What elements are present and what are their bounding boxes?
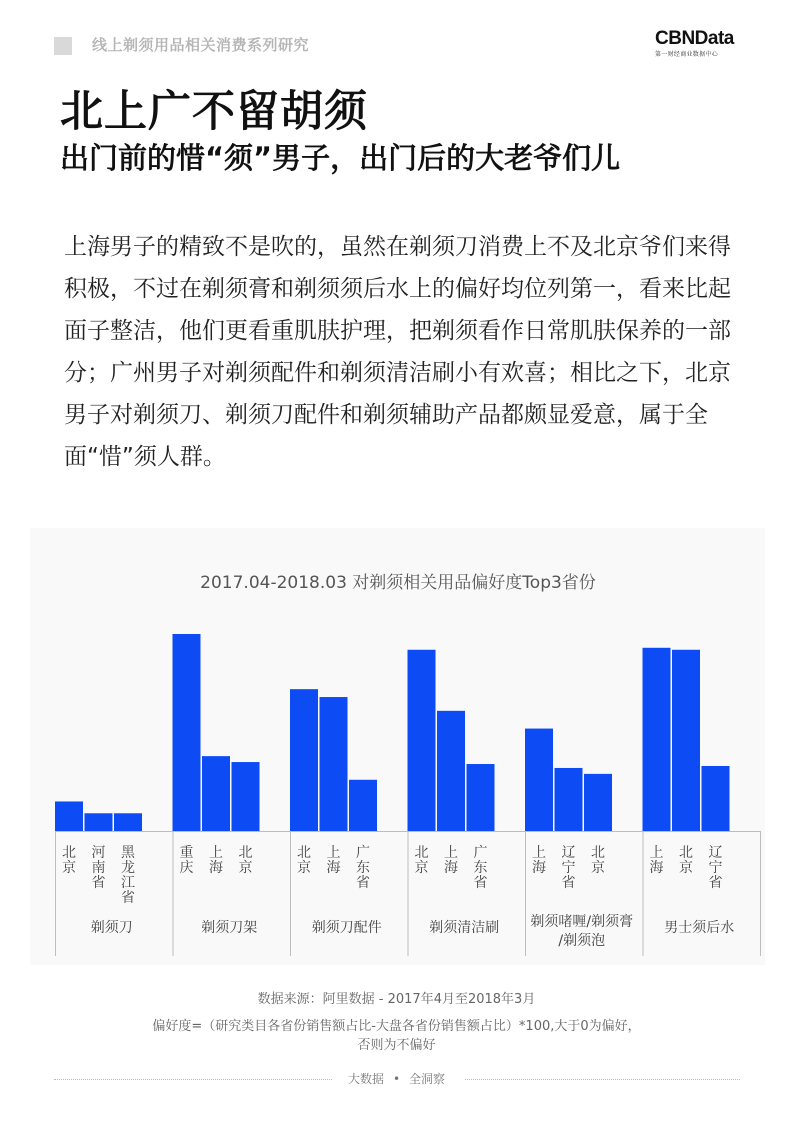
preference-formula-note-continued: 否则为不偏好 [357, 1038, 436, 1053]
category-label: /剃须泡 [558, 933, 606, 949]
bar [702, 766, 730, 831]
bar-province-label: 上 [649, 845, 664, 861]
bar-province-label: 省 [561, 875, 576, 891]
bar-province-label: 北 [591, 845, 605, 861]
bar-province-label: 北 [62, 845, 76, 861]
bar-province-label: 东 [356, 860, 370, 876]
bar [320, 697, 348, 831]
bar-province-label: 京 [414, 860, 429, 876]
data-source: 数据来源：阿里数据 - 2017年4月至2018年3月 [257, 992, 536, 1007]
footer-left-text: 大数据 [347, 1072, 384, 1086]
bar [408, 650, 436, 831]
bar-province-label: 上 [444, 845, 458, 861]
bar-province-label: 省 [708, 875, 723, 891]
footer-slogan [0, 1070, 793, 1087]
bar [437, 711, 465, 831]
bar-province-label: 京 [679, 860, 693, 876]
bar [555, 768, 583, 831]
bar-province-label: 京 [297, 860, 311, 876]
bar-province-label: 重 [179, 845, 194, 861]
bar-province-label: 上 [209, 845, 223, 861]
bar-province-label: 海 [209, 860, 223, 876]
bar-province-label: 省 [91, 875, 106, 891]
bar [85, 813, 113, 831]
category-label: 剃须刀配件 [311, 920, 382, 936]
category-label: 剃须刀 [90, 920, 133, 936]
bar [290, 689, 318, 831]
bar [173, 634, 201, 831]
bar-province-label: 海 [444, 860, 458, 876]
bar-province-label: 东 [473, 860, 488, 876]
bar-province-label: 上 [532, 845, 546, 861]
bar-province-label: 黑 [121, 845, 135, 861]
bar [467, 764, 495, 831]
bar-province-label: 海 [649, 860, 664, 876]
bar-province-label: 南 [91, 860, 106, 876]
category-label: 剃须刀架 [201, 920, 258, 936]
bar-province-label: 京 [62, 860, 76, 876]
page-title: 北上广不留胡须 [60, 87, 368, 137]
bar-province-label: 北 [414, 845, 429, 861]
bar [525, 729, 553, 831]
page-subtitle: 出门前的惜“须”男子，出门后的大老爷们儿 [60, 141, 621, 175]
bar-province-label: 北 [679, 845, 693, 861]
header-marker [54, 37, 72, 55]
category-label: 男士须后水 [664, 920, 735, 936]
footer-right-text: 全洞察 [409, 1072, 446, 1086]
cbndata-logo-subtitle: 第一财经商业数据中心 [655, 51, 719, 58]
bar [232, 762, 260, 831]
preference-formula-note: 偏好度=（研究类目各省份销售额占比-大盘各省份销售额占比）*100,大于0为偏好， [152, 1019, 641, 1034]
category-label: 剃须啫喱/剃须膏 [530, 914, 634, 930]
bar [672, 650, 700, 831]
bar [202, 756, 230, 831]
preference-bar-chart [30, 528, 765, 965]
bar [584, 774, 612, 831]
bar-province-label: 京 [238, 860, 253, 876]
bar [114, 813, 142, 831]
bar-province-label: 河 [91, 845, 106, 861]
category-label: 剃须清洁刷 [429, 920, 500, 936]
bar-province-label: 辽 [561, 845, 576, 861]
intro-paragraph: 上海男子的精致不是吹的，虽然在剃须刀消费上不及北京爷们来得积极，不过在剃须膏和剃须须后水上的偏好均位列第一，看来比起面子整洁，他们更看重肌肤护理，把剃须看作日常肌肤保养的一部分；广州男子对剃须配件和剃须清洁刷小有欢喜；相比之下，北京男子对剃须刀、剃须刀配件和剃须辅助产品都颇显爱意，属于全面“惜”须人群。 [64, 234, 731, 470]
bar-province-label: 宁 [561, 860, 576, 876]
report-series-title: 线上剃须用品相关消费系列研究 [92, 36, 310, 54]
bar-province-label: 宁 [708, 860, 723, 876]
bar [643, 648, 671, 831]
cbndata-logo: CBNData [655, 28, 734, 49]
bar-province-label: 海 [326, 860, 341, 876]
bar-province-label: 省 [473, 875, 488, 891]
bar-province-label: 省 [121, 890, 135, 906]
footer-separator: • [392, 1072, 401, 1086]
bar [349, 780, 377, 831]
chart-panel [30, 528, 765, 965]
chart-title: 2017.04-2018.03 对剃须相关用品偏好度Top3省份 [200, 573, 596, 593]
bar-province-label: 上 [326, 845, 341, 861]
bar-province-label: 庆 [179, 860, 194, 876]
bar-province-label: 京 [591, 860, 605, 876]
bar-province-label: 广 [473, 845, 488, 861]
bar-province-label: 龙 [121, 860, 135, 876]
bar [55, 801, 83, 831]
bar-province-label: 广 [356, 845, 370, 861]
bar-province-label: 江 [121, 875, 135, 891]
bar-province-label: 北 [297, 845, 311, 861]
bar-province-label: 北 [238, 845, 253, 861]
bar-province-label: 辽 [708, 845, 723, 861]
bar-province-label: 海 [532, 860, 546, 876]
bar-province-label: 省 [356, 875, 370, 891]
